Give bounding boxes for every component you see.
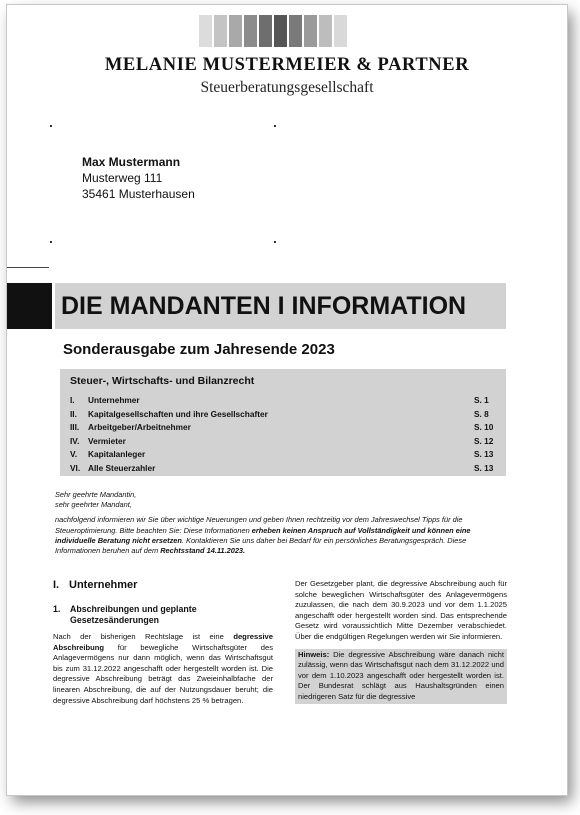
color-swatch — [319, 15, 332, 47]
toc-item — [70, 409, 498, 422]
hint-box: Hinweis: Die degressive Abschreibung wäre danach nicht zulässig, wenn das Wirtschaftsgut nach dem 31.12.2022 und vor dem 1.10.2023 angeschafft oder hergestellt worden ist. Der Bundesrat schlägt aus Haushaltsgründen einen niedrigeren Satz für die degressive — [295, 649, 507, 704]
color-swatch — [199, 15, 212, 47]
greeting-line: sehr geehrter Mandant, — [55, 500, 132, 510]
toc-item-page: S. 12 — [474, 435, 494, 446]
toc-item-label: Alle Steuerzahler — [88, 462, 156, 473]
recipient-street: Musterweg 111 — [82, 171, 163, 185]
color-swatch-strip — [199, 15, 347, 47]
subsection-heading: 1. Abschreibungen und geplante Gesetzesänderungen — [53, 604, 197, 625]
greeting-line: Sehr geehrte Mandantin, — [55, 490, 137, 499]
color-swatch — [334, 15, 347, 47]
toc-item-number: VI. — [70, 462, 81, 473]
title-accent-block — [7, 283, 52, 329]
fold-mark — [274, 241, 276, 243]
color-swatch — [259, 15, 272, 47]
recipient-name: Max Mustermann — [82, 155, 181, 169]
page-title: DIE MANDANTEN I INFORMATION — [55, 283, 506, 329]
intro-paragraph: nachfolgend informieren wir Sie über wichtige Neuerungen und geben Ihnen rechtzeitig vor dem Jahreswechsel Tipps für die Steueroptimierung. Bitte beachten Sie: Diese Informationen erheben keinen Anspruch auf Vollständigkeit und können eine individuelle Beratung nicht ersetzen. Kontaktieren Sie uns daher bei Bedarf für ein persönliches Beratungsgespräch. Diese Informationen beruhen auf dem Rechtsstand 14.11.2023. — [55, 515, 471, 556]
firm-name: MELANIE MUSTERMEIER & PARTNER — [104, 55, 470, 75]
color-swatch — [214, 15, 227, 47]
toc-item-number: IV. — [70, 435, 80, 446]
right-column — [295, 579, 507, 704]
color-swatch — [289, 15, 302, 47]
firm-subtitle: Steuerberatungsgesellschaft — [200, 79, 374, 96]
toc-item-number: III. — [70, 422, 80, 432]
fold-mark — [50, 241, 52, 243]
fold-mark — [274, 125, 276, 127]
fold-mark — [50, 125, 52, 127]
toc-item-label: Unternehmer — [88, 395, 140, 405]
toc-item-number: V. — [70, 449, 78, 459]
toc-item-page: S. 13 — [474, 449, 494, 459]
toc-item-page: S. 8 — [474, 408, 489, 419]
toc-item — [70, 422, 498, 435]
table-of-contents — [60, 369, 506, 476]
toc-item-label: Vermieter — [88, 435, 126, 446]
toc-item-label: Kapitalgesellschaften und ihre Gesellschafter — [88, 408, 268, 419]
color-swatch — [274, 15, 287, 47]
toc-item-page: S. 13 — [474, 462, 494, 473]
page-subtitle: Sonderausgabe zum Jahresende 2023 — [63, 341, 335, 358]
recipient-address — [82, 154, 195, 202]
toc-title: Steuer-, Wirtschafts- und Bilanzrecht — [70, 375, 255, 387]
toc-item-label: Kapitalanleger — [88, 449, 146, 459]
toc-item — [70, 395, 498, 408]
toc-item-label: Arbeitgeber/Arbeitnehmer — [88, 422, 191, 432]
toc-item — [70, 449, 498, 462]
color-swatch — [229, 15, 242, 47]
color-swatch — [304, 15, 317, 47]
document-page — [6, 4, 568, 796]
left-column — [53, 579, 273, 706]
recipient-city: 35461 Musterhausen — [82, 187, 195, 201]
section-heading: I. Unternehmer — [53, 579, 138, 591]
punch-mark — [7, 267, 49, 268]
toc-item-number: I. — [70, 395, 75, 405]
toc-item-page: S. 10 — [474, 422, 494, 432]
section-paragraph: Nach der bisherigen Rechtslage ist eine degressive Abschreibung für bewegliche Wirtschaftsgüter des Anlagevermögens nur dann möglich, wenn das Wirtschaftsgut bis zum 31.12.2022 angeschafft oder hergestellt worden ist. Die degressive Abschreibung beträgt das Zweieinhalbfache der linearen Abschreibung, die auf der Nutzungsdauer beruht; die degressive Abschreibung darf höchstens 25 % betragen. — [53, 632, 273, 705]
toc-item — [70, 463, 498, 476]
toc-item-page: S. 1 — [474, 395, 489, 405]
toc-item — [70, 436, 498, 449]
intro-text — [55, 490, 507, 556]
color-swatch — [244, 15, 257, 47]
section-paragraph: Der Gesetzgeber plant, die degressive Abschreibung auch für solche beweglichen Wirtschaftsgüter des Anlagevermögens zuzulassen, die nach dem 30.9.2023 und vor dem 1.1.2025 angeschafft oder hergestellt worden sind. Das entsprechende Gesetz wird voraussichtlich Mitte Dezember verabschiedet. Über die endgültigen Regelungen werden wir Sie informieren. — [295, 579, 507, 641]
toc-item-number: II. — [70, 408, 77, 419]
